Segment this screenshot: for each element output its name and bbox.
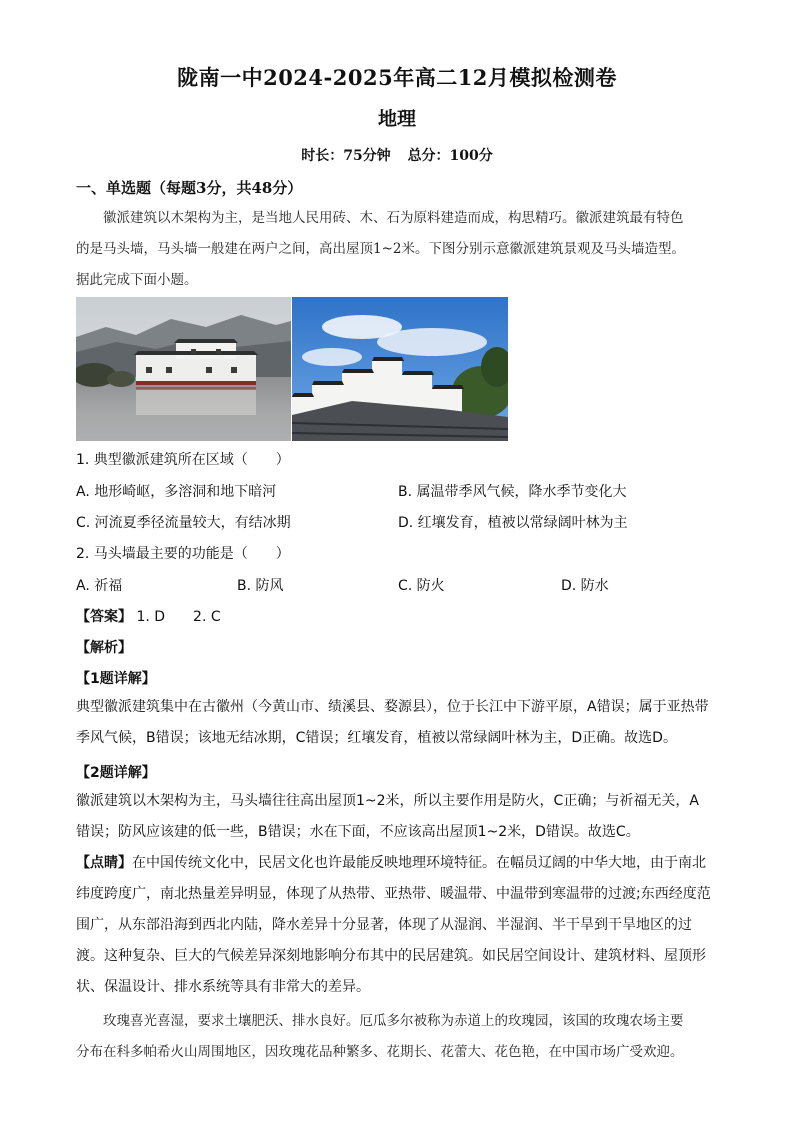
question-2-option-c: C. 防火 — [398, 578, 445, 594]
huizhou-landscape-photo — [76, 297, 291, 441]
exam-meta — [0, 145, 794, 165]
answer-label: 【答案】 — [76, 609, 132, 625]
comment-label: 【点睛】 — [76, 855, 132, 871]
question-1-option-a: A. 地形崎岖，多溶洞和地下暗河 — [76, 484, 277, 500]
page-title: 陇南一中2024-2025年高二12月模拟检测卷 — [177, 65, 617, 90]
total-score-label: 总分：100分 — [407, 148, 493, 164]
question-1-option-d: D. 红壤发育，植被以常绿阔叶林为主 — [398, 515, 628, 531]
question-2-option-b: B. 防风 — [237, 578, 284, 594]
detail-2-text: 徽派建筑以木架构为主，马头墙往往高出屋顶1~2米，所以主要作用是防火，C正确；与祈福无关，A 错误；防风应该建的低一些，B错误；水在下面，不应该高出屋顶1~2米，D错误。故选C。 — [76, 793, 699, 840]
question-2-stem: 2. 马头墙最主要的功能是（ ） — [76, 546, 290, 562]
question-2-option-a: A. 祈福 — [76, 578, 123, 594]
material-paragraph-2: 玫瑰喜光喜湿，要求土壤肥沃、排水良好。厄瓜多尔被称为赤道上的玫瑰园，该国的玫瑰农场主要 分布在科多帕希火山周围地区，因玫瑰花品种繁多、花期长、花蕾大、花色艳，在中国市场广受欢迎。 — [76, 1013, 684, 1060]
subject-title: 地理 — [377, 108, 416, 130]
analysis-label: 【解析】 — [76, 640, 132, 656]
detail-1-label: 【1题详解】 — [76, 671, 156, 687]
answer-text: 1. D 2. C — [136, 609, 221, 625]
question-2-option-d: D. 防水 — [561, 578, 609, 594]
answer-line — [76, 606, 221, 626]
horse-head-wall-photo — [292, 297, 508, 441]
landscape-illustration — [76, 297, 291, 441]
material-paragraph-1: 徽派建筑以木架构为主，是当地人民用砖、木、石为原料建造而成，构思精巧。徽派建筑最有特色 的是马头墙，马头墙一般建在两户之间，高出屋顶1~2米。下图分别示意徽派建筑景观及马头墙造型。 据此完成下面小题。 — [76, 210, 685, 288]
question-1-option-c: C. 河流夏季径流量较大，有结冰期 — [76, 515, 291, 531]
section-heading: 一、单选题（每题3分，共48分） — [76, 179, 303, 197]
duration-label: 时长：75分钟 — [301, 148, 391, 164]
detail-2-label: 【2题详解】 — [76, 765, 156, 781]
horse-head-wall-illustration — [292, 297, 508, 441]
question-1-stem: 1. 典型徽派建筑所在区域（ ） — [76, 452, 290, 468]
comment-paragraph: 【点睛】在中国传统文化中，民居文化也许最能反映地理环境特征。在幅员辽阔的中华大地，由于南北 纬度跨度广，南北热量差异明显，体现了从热带、亚热带、暖温带、中温带到寒温带的过渡;东西经度范 围广，从东部沿海到西北内陆，降水差异十分显著，体现了从湿润、半湿润、半干旱到干旱地区的过 渡。这种复杂、巨大的气候差异深刻地影响分布其中的民居建筑。如民居空间设计、建筑材料、屋顶形 状、保温设计、排水系统等具有非常大的差异。 — [76, 855, 711, 995]
question-1-option-b: B. 属温带季风气候，降水季节变化大 — [398, 484, 627, 500]
detail-1-text: 典型徽派建筑集中在古徽州（今黄山市、绩溪县、婺源县），位于长江中下游平原，A错误；属于亚热带 季风气候，B错误；该地无结冰期，C错误；红壤发育，植被以常绿阔叶林为主，D正确。故选D。 — [76, 699, 709, 746]
